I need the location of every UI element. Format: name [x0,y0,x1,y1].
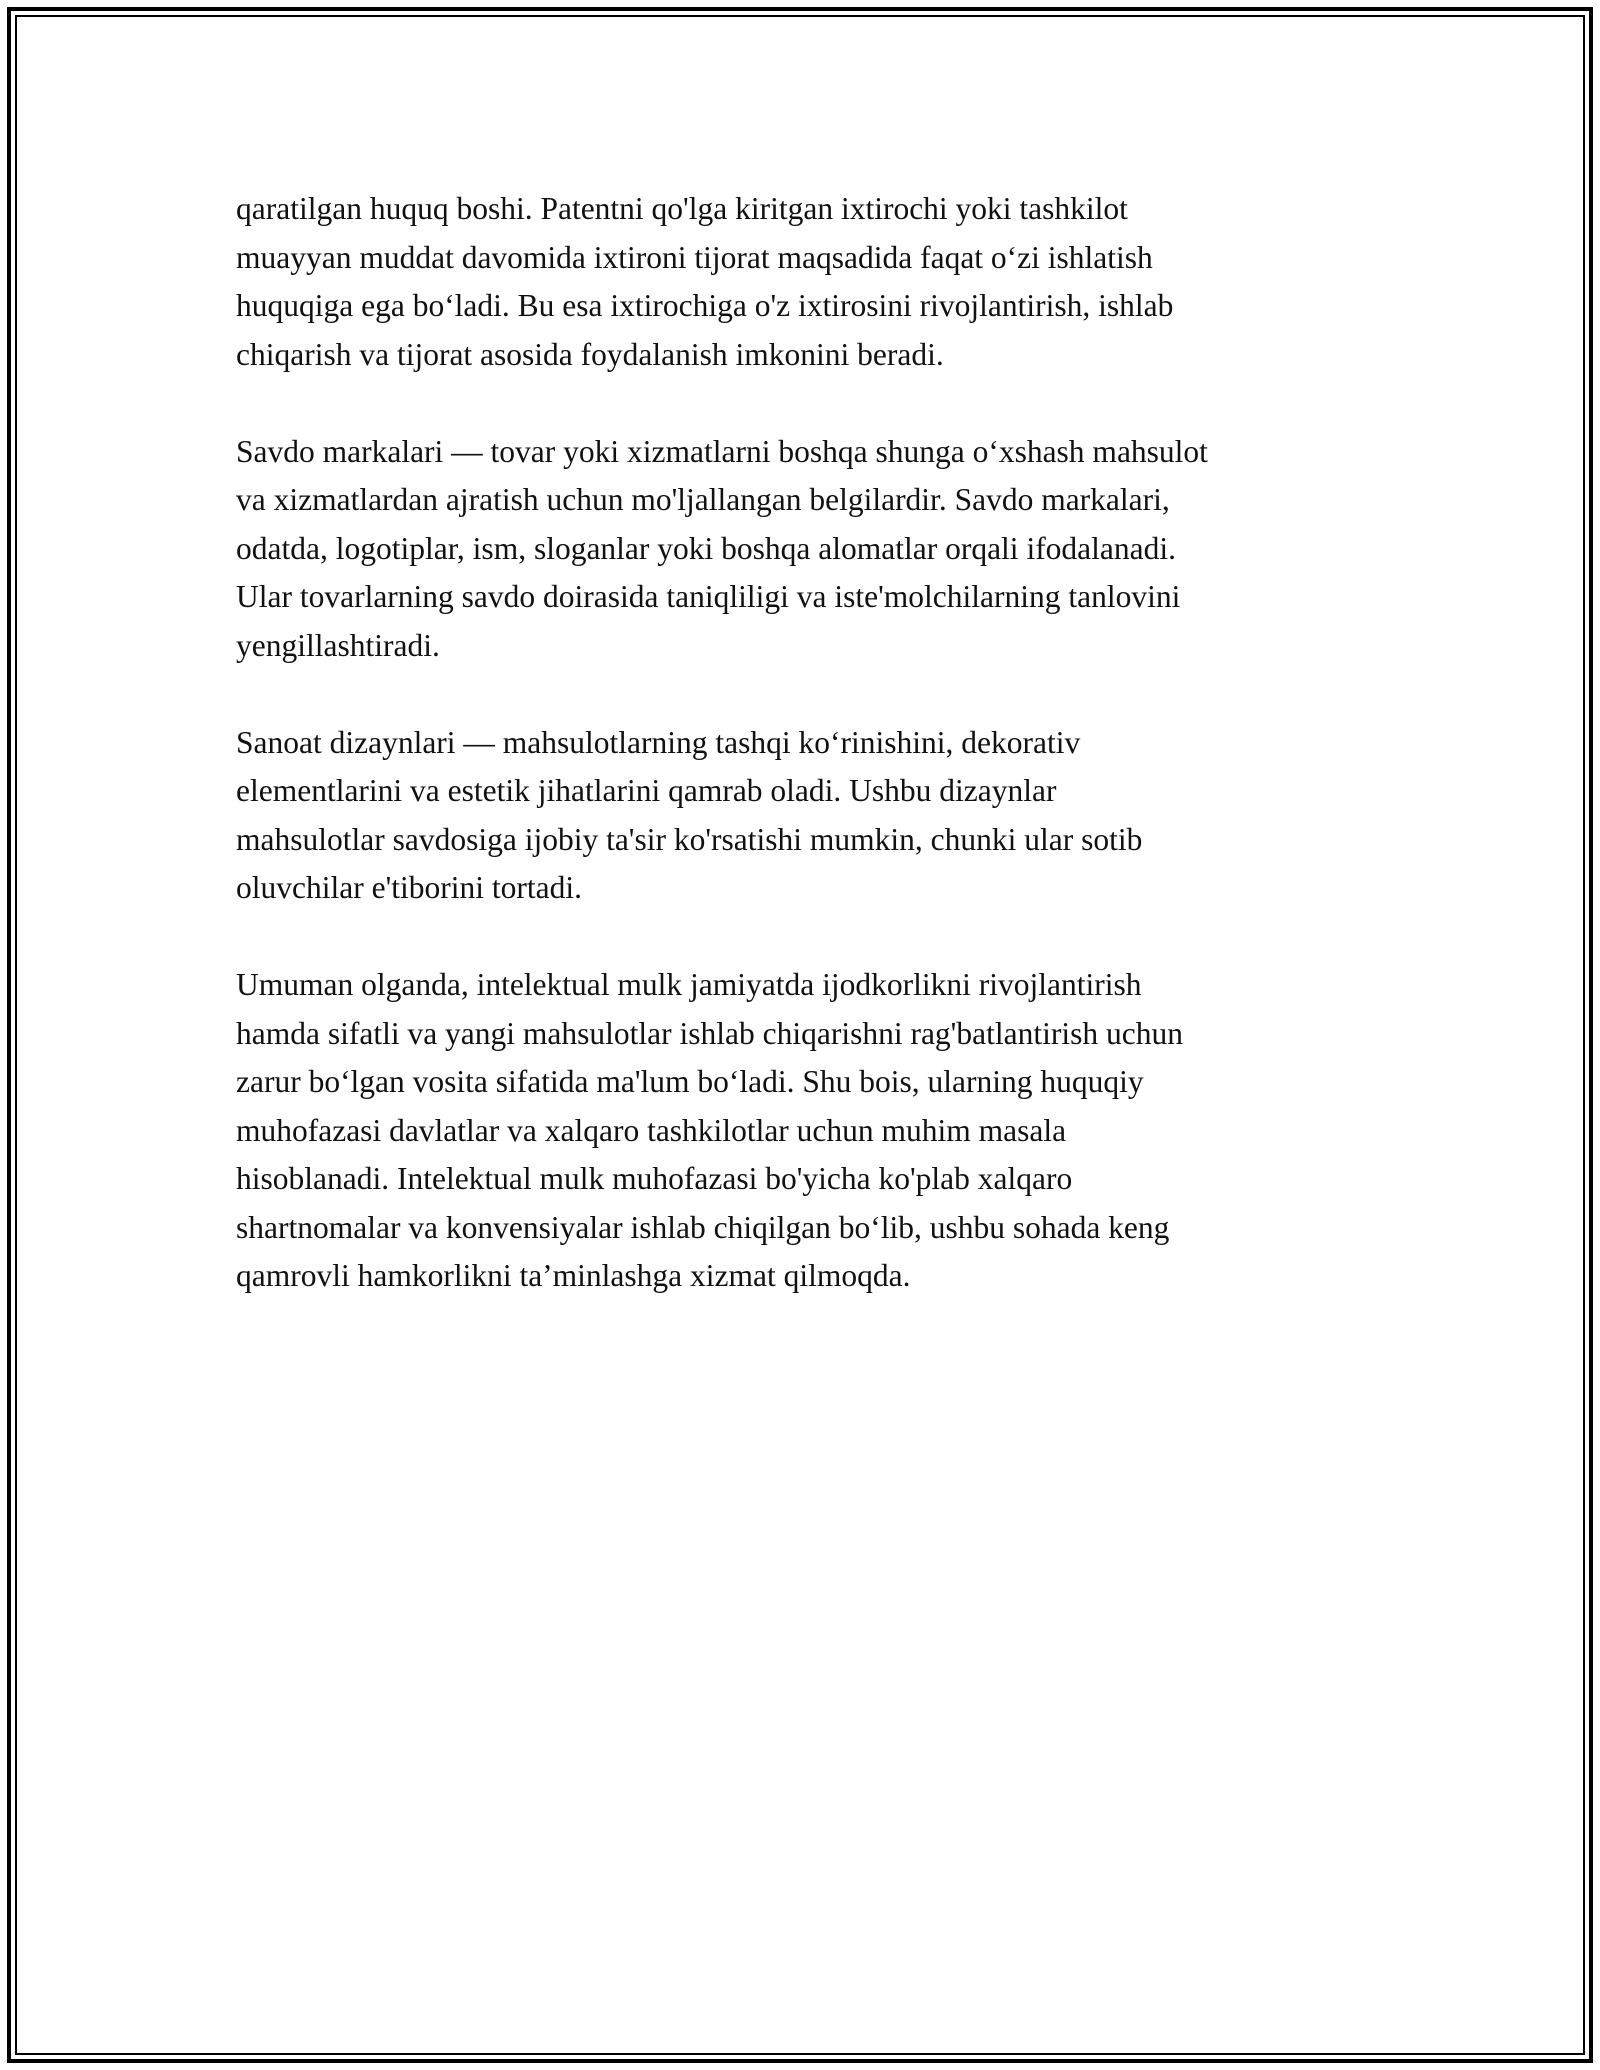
text-line: chiqarish va tijorat asosida foydalanish imkonini beradi. [236,336,944,372]
text-line: huquqiga ega bo‘ladi. Bu esa ixtirochiga o'z ixtirosini rivojlantirish, ishlab [236,288,1174,323]
text-line: elementlarini va estetik jihatlarini qamrab oladi. Ushbu dizaynlar [236,773,1057,808]
paragraph-industrial-designs [236,719,1386,913]
text-line: Ular tovarlarning savdo doirasida taniqliligi va iste'molchilarning tanlovini [236,579,1181,614]
text-line: zarur bo‘lgan vosita sifatida ma'lum bo‘ladi. Shu bois, ularning huquqiy [236,1064,1144,1099]
paragraph-patent [236,185,1386,379]
text-line: hamda sifatli va yangi mahsulotlar ishlab chiqarishni rag'batlantirish uchun [236,1015,1183,1051]
text-line: va xizmatlardan ajratish uchun mo'ljallangan belgilardir. Savdo markalari, [236,482,1170,517]
text-line: oluvchilar e'tiborini tortadi. [236,870,582,905]
text-line: Umuman olganda, intelektual mulk jamiyatda ijodkorlikni rivojlantirish [236,967,1142,1002]
paragraph-trademarks [236,428,1386,671]
text-line: muhofazasi davlatlar va xalqaro tashkilotlar uchun muhim masala [236,1112,1067,1148]
text-line: qaratilgan huquq boshi. Patentni qo'lga kiritgan ixtirochi yoki tashkilot [236,191,1128,226]
text-line: shartnomalar va konvensiyalar ishlab chiqilgan bo‘lib, ushbu sohada keng [236,1209,1170,1245]
text-line: yengillashtiradi. [236,627,440,663]
text-line: Sanoat dizaynlari — mahsulotlarning tashqi ko‘rinishini, dekorativ [236,724,1081,760]
text-line: muayyan muddat davomida ixtironi tijorat maqsadida faqat o‘zi ishlatish [236,239,1153,275]
paragraph-conclusion [236,961,1386,1301]
text-line: hisoblanadi. Intelektual mulk muhofazasi bo'yicha ko'plab xalqaro [236,1161,1073,1196]
text-line: odatda, logotiplar, ism, sloganlar yoki boshqa alomatlar orqali ifodalanadi. [236,530,1177,566]
text-line: mahsulotlar savdosiga ijobiy ta'sir ko'rsatishi mumkin, chunki ular sotib [236,821,1143,857]
text-line: Savdo markalari — tovar yoki xizmatlarni boshqa shunga o‘xshash mahsulot [236,433,1208,469]
text-line: qamrovli hamkorlikni ta’minlashga xizmat qilmoqda. [236,1258,911,1293]
document-body [236,185,1386,1349]
